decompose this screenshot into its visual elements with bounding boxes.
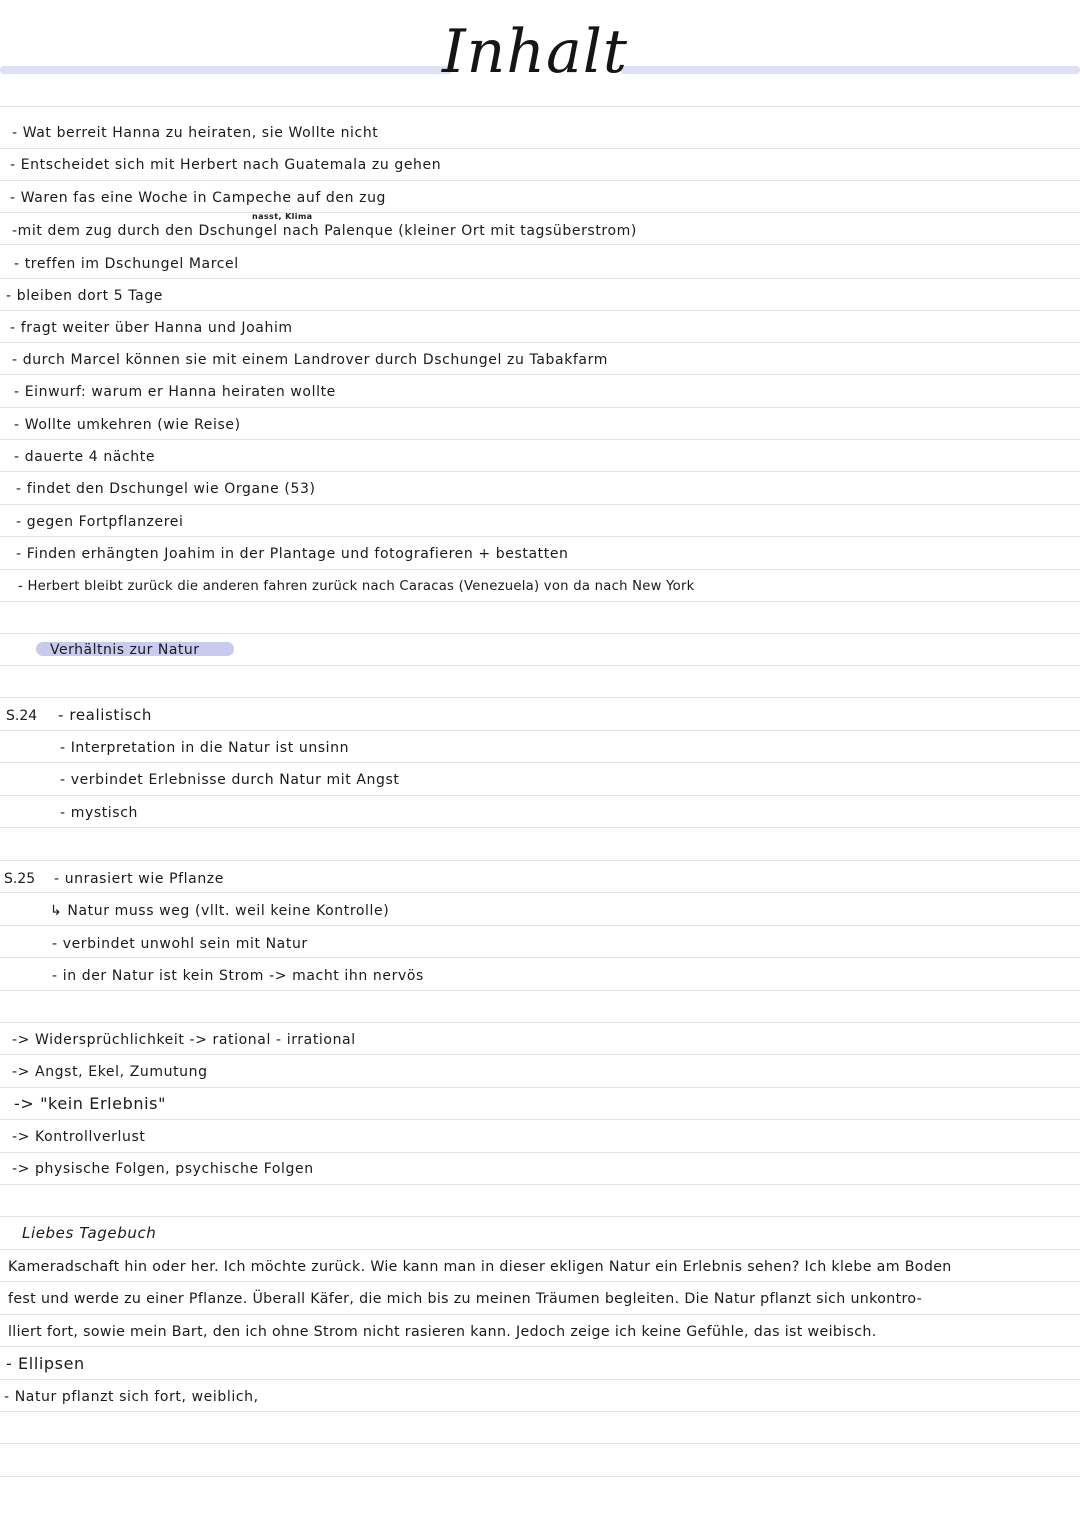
list-item: - gegen Fortpflanzerei [16,514,184,530]
list-item: - in der Natur ist kein Strom -> macht ihn nervös [52,968,424,984]
diary-line: fest und werde zu einer Pflanze. Überall Käfer, die mich bis zu meinen Träumen begleiten. Die Natur pflanzt sich unkontro- [8,1291,923,1307]
list-item: - verbindet Erlebnisse durch Natur mit Angst [60,772,400,788]
list-item: - Natur pflanzt sich fort, weiblich, [4,1389,259,1405]
page-title: Inhalt [441,17,629,87]
list-item: -mit dem zug durch den Dschungel nach Palenque (kleiner Ort mit tagsüberstrom) [12,223,637,239]
list-item: - durch Marcel können sie mit einem Landrover durch Dschungel zu Tabakfarm [12,352,608,368]
list-item: - Interpretation in die Natur ist unsinn [60,740,350,756]
diary-line: Kameradschaft hin oder her. Ich möchte zurück. Wie kann man in dieser ekligen Natur ein Erlebnis sehen? Ich klebe am Boden [8,1259,952,1275]
list-item: - Finden erhängten Joahim in der Plantage und fotografieren + bestatten [16,546,569,562]
list-item: - Entscheidet sich mit Herbert nach Guatemala zu gehen [10,157,442,173]
list-item: - Waren fas eine Woche in Campeche auf den zug [10,190,387,206]
list-item: -> "kein Erlebnis" [14,1094,167,1113]
page-reference: S.25 [4,871,36,887]
list-item: - fragt weiter über Hanna und Joahim [10,320,293,336]
list-item: - mystisch [60,805,138,821]
list-item: - verbindet unwohl sein mit Natur [52,936,308,952]
list-item: - realistisch [58,706,153,724]
list-item: - treffen im Dschungel Marcel [14,256,239,272]
diary-heading: Liebes Tagebuch [22,1224,157,1242]
annotation-note: nasst, Klima [252,212,313,221]
title-bar-left [0,66,452,74]
list-item: - Ellipsen [6,1354,85,1373]
title-bar-right [620,66,1080,74]
list-item: - Wat berreit Hanna zu heiraten, sie Wollte nicht [12,125,379,141]
list-item: - Wollte umkehren (wie Reise) [14,417,241,433]
list-item: ↳ Natur muss weg (vllt. weil keine Kontrolle) [50,903,390,919]
list-item: -> Angst, Ekel, Zumutung [12,1064,208,1080]
list-item: -> Kontrollverlust [12,1129,146,1145]
diary-line: lliert fort, sowie mein Bart, den ich ohne Strom nicht rasieren kann. Jedoch zeige ich keine Gefühle, das ist weibisch. [8,1324,877,1340]
list-item: - bleiben dort 5 Tage [6,288,164,304]
list-item: -> Widersprüchlichkeit -> rational - irrational [12,1032,356,1048]
section-title: Verhältnis zur Natur [50,642,200,658]
list-item: -> physische Folgen, psychische Folgen [12,1161,314,1177]
page-reference: S.24 [6,708,38,724]
list-item: - Herbert bleibt zurück die anderen fahren zurück nach Caracas (Venezuela) von da nach New York [18,579,695,594]
list-item: - Einwurf: warum er Hanna heiraten wollte [14,384,336,400]
list-item: - dauerte 4 nächte [14,449,156,465]
list-item: - unrasiert wie Pflanze [54,871,224,887]
list-item: - findet den Dschungel wie Organe (53) [16,481,316,497]
